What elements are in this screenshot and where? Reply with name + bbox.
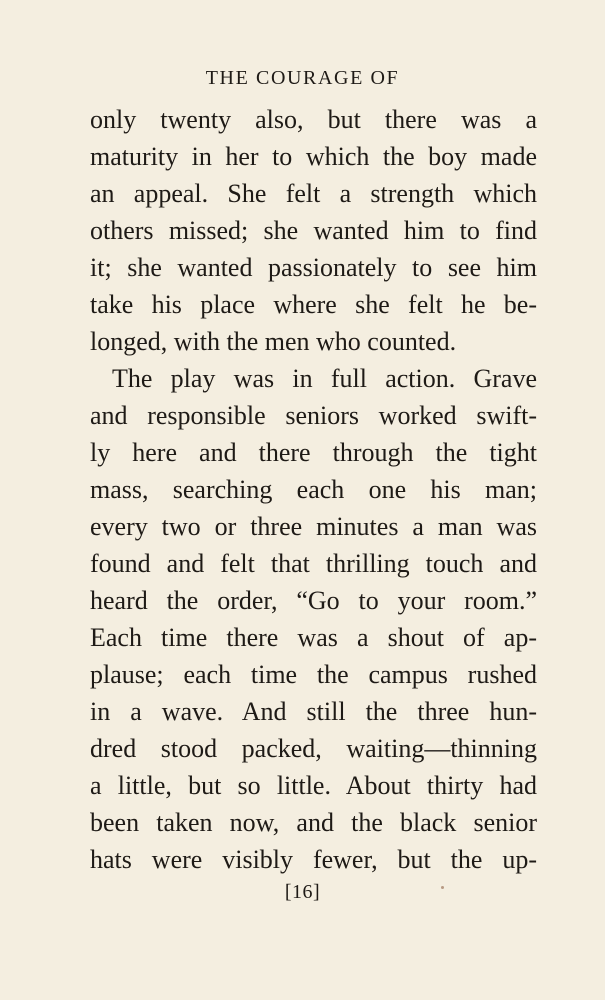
paper-speck — [441, 886, 444, 889]
text-line: an appeal. She felt a strength which — [90, 179, 537, 208]
text-line: plause; each time the campus rushed — [90, 660, 537, 689]
text-line: take his place where she felt he be- — [90, 290, 537, 319]
page-number: [16] — [284, 881, 321, 903]
text-line: found and felt that thrilling touch and — [90, 549, 537, 578]
text-line: a little, but so little. About thirty had — [90, 771, 537, 800]
text-line: every two or three minutes a man was — [90, 512, 537, 541]
body-text — [90, 101, 537, 878]
text-line: mass, searching each one his man; — [90, 475, 537, 504]
running-head: THE COURAGE OF — [205, 67, 400, 89]
text-line: Each time there was a shout of ap- — [90, 623, 537, 652]
text-line: longed, with the men who counted. — [90, 327, 457, 356]
text-line: dred stood packed, waiting—thinning — [90, 734, 537, 763]
text-line: it; she wanted passionately to see him — [90, 253, 537, 282]
text-line: heard the order, “Go to your room.” — [90, 586, 537, 615]
text-line: ly here and there through the tight — [90, 438, 537, 467]
text-line: others missed; she wanted him to find — [90, 216, 537, 245]
text-line: hats were visibly fewer, but the up- — [90, 845, 537, 874]
text-line: in a wave. And still the three hun- — [90, 697, 537, 726]
text-line: The play was in full action. Grave — [112, 364, 537, 393]
text-line: only twenty also, but there was a — [90, 105, 537, 134]
text-line: and responsible seniors worked swift- — [90, 401, 537, 430]
text-line: been taken now, and the black senior — [90, 808, 537, 837]
text-line: maturity in her to which the boy made — [90, 142, 537, 171]
